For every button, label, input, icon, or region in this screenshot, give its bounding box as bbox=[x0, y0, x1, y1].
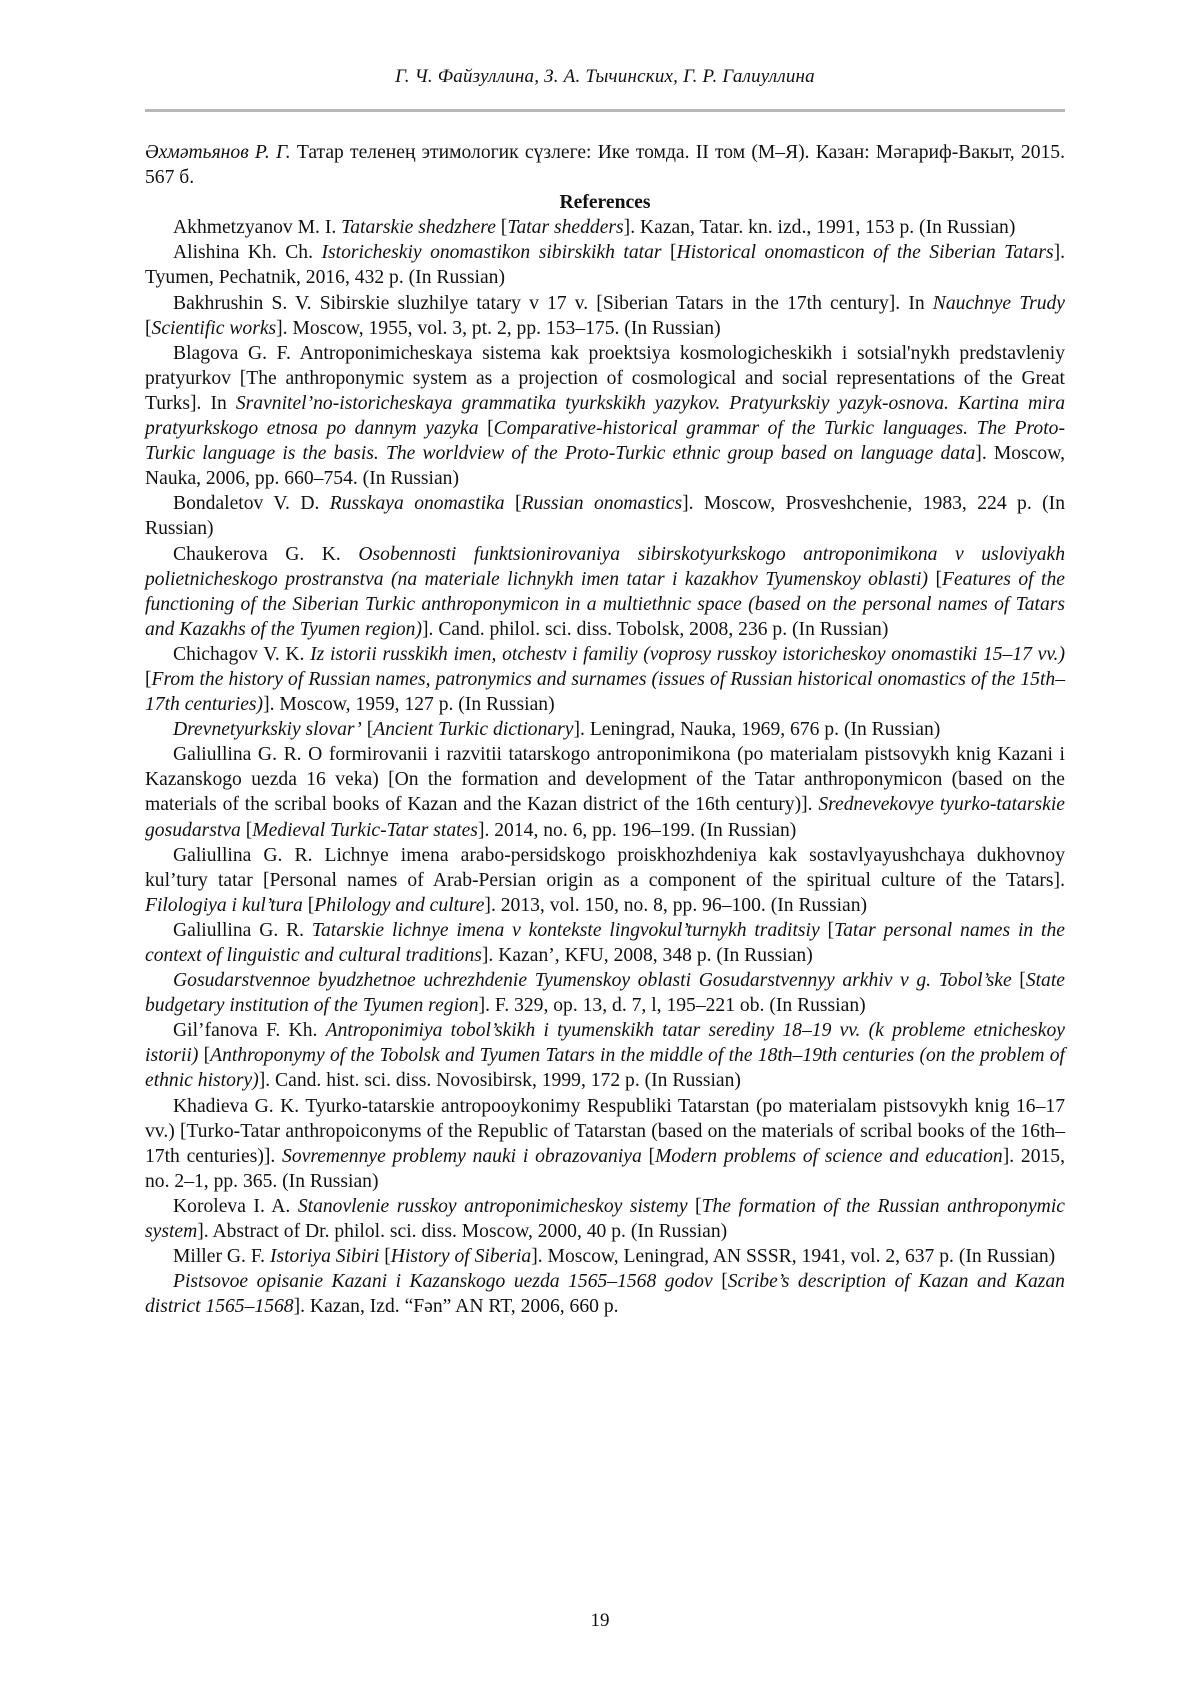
references-list bbox=[145, 215, 1065, 1319]
reference-title: Ancient Turkic dictionary bbox=[373, 719, 574, 741]
reference-title: Iz istorii russkikh imen, otchestv i familiy (voprosy russkoy istoricheskoy onomastiki 15–17 vv.) bbox=[310, 643, 1065, 665]
reference-entry bbox=[145, 968, 1065, 1018]
reference-text: ]. Tyumen, Pechatnik, 2016, 432 p. (In Russian) bbox=[145, 242, 1066, 289]
reference-text: [ bbox=[687, 1195, 702, 1217]
tail-entry-text: Татар теленең этимологик сүзлеге: Ике томда. II том (М–Я). Казан: Мәгариф-Вакыт, 2015. 567 б. bbox=[145, 142, 1065, 189]
reference-title: Istoricheskiy onomastikon sibirskikh tatar bbox=[321, 242, 662, 264]
reference-entry bbox=[145, 491, 1065, 541]
reference-text: [ bbox=[641, 1145, 656, 1167]
reference-text: ]. Moscow, Nauka, 2006, pp. 660–754. (In Russian) bbox=[145, 443, 1065, 490]
reference-text: Gil’fanova F. Kh. bbox=[173, 1020, 326, 1042]
reference-text: ]. 2013, vol. 150, no. 8, pp. 96–100. (In Russian) bbox=[484, 894, 868, 916]
reference-text: Galiullina G. R. O formirovanii i razvitii tatarskogo antroponimikona (po materialam pistsovykh knig Kazani i Kazanskogo uezda 16 veka) [On the formation and development of the Tatar anthroponymicon (based on the materials of the scribal books of Kazan and the Kazan district of the 16th century)]. bbox=[145, 744, 1065, 816]
reference-title: Stanovlenie russkoy antroponimicheskoy sistemy bbox=[297, 1195, 688, 1217]
reference-text: [ bbox=[928, 568, 942, 590]
reference-title: Scribe’s description of Kazan and Kazan district 1565–1568 bbox=[145, 1271, 1065, 1318]
reference-text: ]. Abstract of Dr. philol. sci. diss. Moscow, 2000, 40 p. (In Russian) bbox=[197, 1221, 728, 1243]
reference-title: History of Siberia bbox=[390, 1246, 532, 1268]
bibliography-tail-entry bbox=[145, 140, 1065, 190]
reference-text: ]. Cand. philol. sci. diss. Tobolsk, 2008, 236 p. (In Russian) bbox=[422, 618, 889, 640]
reference-title: Features of the functioning of the Siberian Turkic anthroponymicon in a multiethnic space (based on the personal names of Tatars and Kazakhs of the Tyumen region) bbox=[145, 568, 1065, 640]
reference-text: [ bbox=[361, 719, 374, 741]
reference-text: Bondaletov V. D. bbox=[173, 493, 330, 515]
reference-title: The formation of the Russian anthroponymic system bbox=[145, 1195, 1065, 1243]
reference-text: [ bbox=[819, 919, 835, 941]
reference-text: [ bbox=[478, 418, 494, 440]
header-rule bbox=[145, 109, 1065, 112]
reference-text: ]. Moscow, 1955, vol. 3, pt. 2, pp. 153–175. (In Russian) bbox=[276, 317, 721, 339]
reference-text: ]. Moscow, Leningrad, AN SSSR, 1941, vol. 2, 637 p. (In Russian) bbox=[531, 1246, 1056, 1268]
reference-text: [ bbox=[302, 894, 315, 916]
reference-text: Akhmetzyanov M. I. bbox=[173, 217, 342, 239]
reference-title: Russian onomastics bbox=[521, 493, 683, 515]
reference-text: [ bbox=[495, 217, 508, 239]
tail-entry-author: Әхмәтьянов Р. Г. bbox=[145, 142, 291, 163]
reference-text: Chaukerova G. K. bbox=[173, 543, 359, 565]
reference-entry bbox=[145, 742, 1065, 842]
reference-text: ]. Moscow, 1959, 127 p. (In Russian) bbox=[263, 694, 555, 716]
reference-text: [ bbox=[504, 493, 522, 515]
reference-entry bbox=[145, 843, 1065, 918]
reference-title: Osobennosti funktsionirovaniya sibirskotyurkskogo antroponimikona v usloviyakh polietnicheskogo prostranstva (na materiale lichnykh imen tatar i kazakhov Tyumenskoy oblasti) bbox=[145, 543, 1065, 590]
reference-text: ]. Moscow, Prosveshchenie, 1983, 224 p. (In Russian) bbox=[145, 493, 1065, 540]
reference-title: Modern problems of science and education bbox=[655, 1145, 1003, 1167]
reference-text: [ bbox=[712, 1271, 728, 1293]
reference-title: Medieval Turkic-Tatar states bbox=[252, 819, 478, 841]
reference-title: Russkaya onomastika bbox=[329, 493, 505, 515]
reference-text: Galiullina G. R. Lichnye imena arabo-persidskogo proiskhozhdeniya kak sostavlyayushchaya dukhovnoy kul’tury tatar [Personal names of Arab-Persian origin as a component of the spiritual culture of the Tatars]. bbox=[145, 844, 1065, 891]
reference-text: Chichagov V. K. bbox=[173, 643, 311, 665]
reference-entry bbox=[145, 1244, 1065, 1269]
reference-entry bbox=[145, 240, 1065, 290]
reference-title: Philology and culture bbox=[314, 894, 485, 916]
reference-text: [ bbox=[661, 242, 677, 264]
reference-text: Galiullina G. R. bbox=[173, 919, 312, 941]
page-content bbox=[145, 140, 1065, 1319]
reference-text: ]. Leningrad, Nauka, 1969, 676 p. (In Russian) bbox=[573, 719, 941, 741]
reference-title: Historical onomasticon of the Siberian Tatars bbox=[676, 242, 1054, 264]
reference-entry bbox=[145, 1269, 1065, 1319]
reference-text: Khadieva G. K. Tyurko-tatarskie antropooykonimy Respubliki Tatarstan (po materialam pistsovykh knig 16–17 vv.) [Turko-Tatar anthropoiconyms of the Republic of Tatarstan (based on the materials of scribal books of the 16th–17th centuries)]. bbox=[145, 1095, 1065, 1167]
reference-entry bbox=[145, 918, 1065, 968]
reference-title: Tatarskie shedzhere bbox=[341, 217, 496, 239]
reference-title: Comparative-historical grammar of the Turkic languages. The Proto-Turkic language is the basis. The worldview of the Proto-Turkic ethnic group based on language data bbox=[145, 418, 1065, 465]
reference-title: Gosudarstvennoe byudzhetnoe uchrezhdenie Tyumenskoy oblasti Gosudarstvennyy arkhiv v g. Tobol’ske bbox=[173, 970, 1012, 992]
reference-text: ]. Kazan, Tatar. kn. izd., 1991, 153 p. (In Russian) bbox=[623, 217, 1016, 239]
reference-text: ]. 2014, no. 6, pp. 196–199. (In Russian) bbox=[477, 819, 797, 841]
running-head: Г. Ч. Файзуллина, З. А. Тычинских, Г. Р. Галиуллина bbox=[395, 66, 815, 87]
page-number: 19 bbox=[590, 1610, 610, 1631]
reference-entry bbox=[145, 542, 1065, 642]
reference-entry bbox=[145, 1018, 1065, 1093]
reference-entry bbox=[145, 341, 1065, 492]
reference-text: ]. Cand. hist. sci. diss. Novosibirsk, 1999, 172 p. (In Russian) bbox=[258, 1070, 741, 1092]
reference-entry bbox=[145, 1194, 1065, 1244]
reference-title: From the history of Russian names, patronymics and surnames (issues of Russian historical onomastics of the 15th–17th centuries) bbox=[145, 668, 1065, 716]
reference-title: Scientific works bbox=[151, 317, 277, 339]
reference-text: Miller G. F. bbox=[173, 1246, 270, 1268]
reference-title: Nauchnye Trudy bbox=[932, 292, 1065, 314]
reference-title: Srednevekovye tyurko-tatarskie gosudarstva bbox=[145, 794, 1065, 841]
reference-title: Drevnetyurkskiy slovar’ bbox=[173, 719, 362, 741]
reference-title: Antroponimiya tobol’skikh i tyumenskikh tatar serediny 18–19 vv. (k probleme etnicheskoy istorii) bbox=[145, 1020, 1065, 1067]
reference-text: [ bbox=[145, 668, 152, 690]
reference-text: ]. Kazan’, KFU, 2008, 348 p. (In Russian) bbox=[481, 945, 813, 966]
reference-text: Blagova G. F. Antroponimicheskaya sistema kak proektsiya kosmologicheskikh i sotsial'nykh predstavleniy pratyurkov [The anthroponymic system as a projection of cosmological and social representations of the Great Turks]. In bbox=[145, 342, 1065, 414]
reference-title: Tatarskie lichnye imena v kontekste lingvokul’turnykh traditsiy bbox=[311, 919, 820, 941]
reference-title: Tatar personal names in the context of linguistic and cultural traditions bbox=[145, 919, 1065, 966]
reference-entry bbox=[145, 717, 1065, 742]
reference-entry bbox=[145, 291, 1065, 341]
reference-text: Bakhrushin S. V. Sibirskie sluzhilye tatary v 17 v. [Siberian Tatars in the 17th century]. In bbox=[173, 292, 933, 314]
reference-title: State budgetary institution of the Tyumen region bbox=[145, 970, 1065, 1017]
reference-title: Pistsovoe opisanie Kazani i Kazanskogo uezda 1565–1568 godov bbox=[173, 1271, 713, 1293]
reference-text: ]. F. 329, op. 13, d. 7, l, 195–221 ob. (In Russian) bbox=[478, 995, 866, 1017]
reference-title: Sovremennye problemy nauki i obrazovaniya bbox=[282, 1145, 642, 1167]
reference-entry bbox=[145, 642, 1065, 717]
reference-text: [ bbox=[198, 1045, 211, 1067]
reference-title: Filologiya i kul’tura bbox=[145, 894, 303, 916]
reference-title: Tatar shedders bbox=[507, 217, 624, 239]
reference-text: Koroleva I. A. bbox=[173, 1195, 298, 1217]
reference-text: [ bbox=[145, 317, 152, 339]
reference-text: [ bbox=[1011, 970, 1026, 992]
reference-text: [ bbox=[379, 1246, 391, 1268]
reference-title: Anthroponymy of the Tobolsk and Tyumen Tatars in the middle of the 18th–19th centuries (on the problem of ethnic history) bbox=[145, 1045, 1065, 1092]
reference-text: [ bbox=[240, 819, 253, 841]
reference-text: Alishina Kh. Ch. bbox=[173, 242, 322, 264]
reference-title: Sravnitel’no-istoricheskaya grammatika tyurkskikh yazykov. Pratyurkskiy yazyk-osnova. Kartina mira pratyurkskogo etnosa po dannym yazyka bbox=[145, 392, 1065, 440]
reference-title: Istoriya Sibiri bbox=[269, 1246, 380, 1268]
reference-entry bbox=[145, 1094, 1065, 1194]
references-heading: References bbox=[559, 192, 651, 214]
reference-entry bbox=[145, 215, 1065, 240]
reference-text: ]. 2015, no. 2–1, pp. 365. (In Russian) bbox=[145, 1145, 1065, 1192]
reference-text: ]. Kazan, Izd. “Fən” AN RT, 2006, 660 p. bbox=[293, 1296, 619, 1318]
